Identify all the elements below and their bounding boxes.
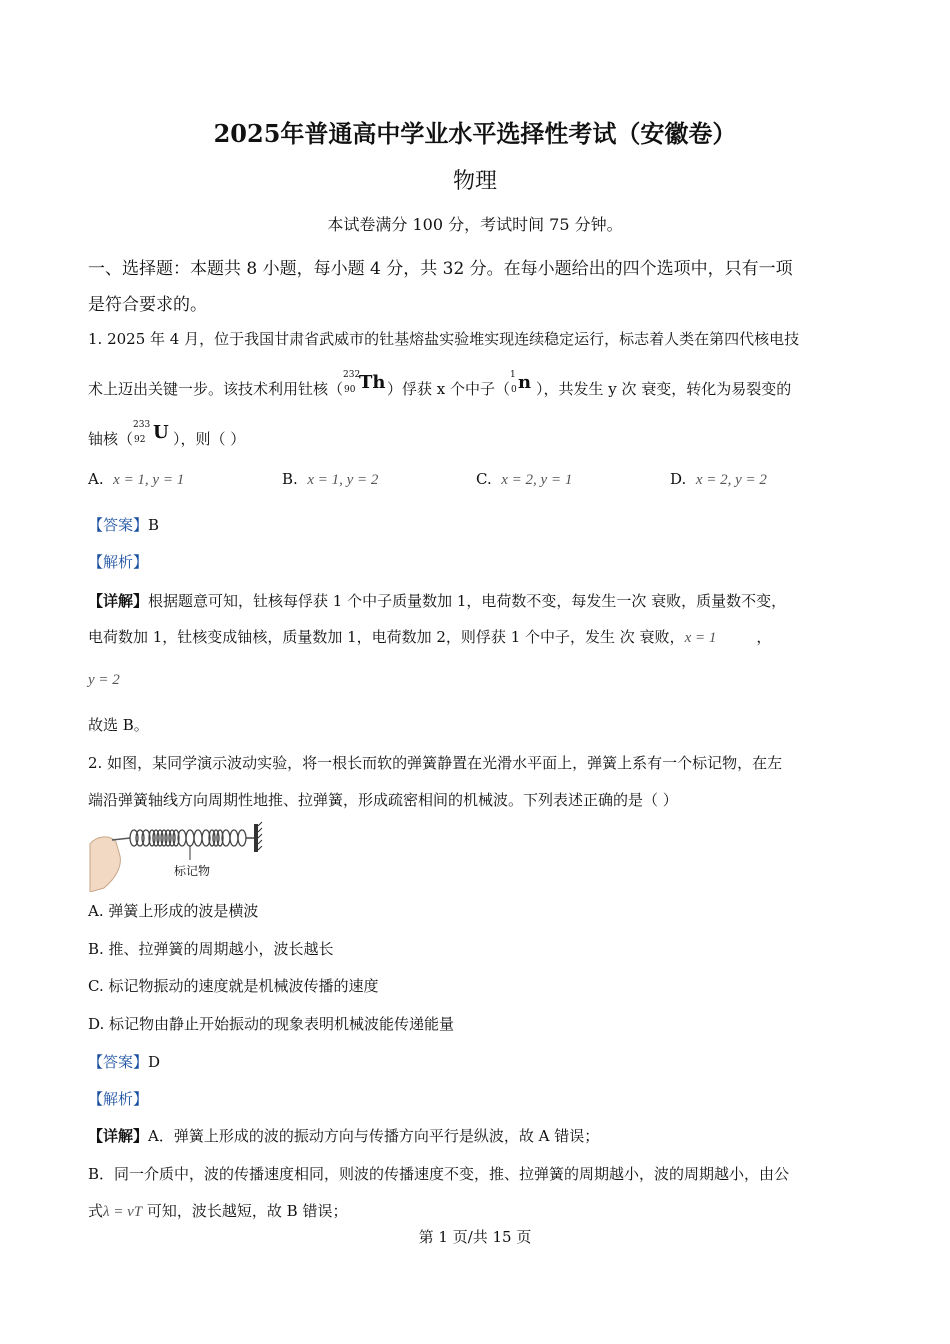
wall-hatching <box>258 822 262 850</box>
q1-option-b: B. x = 1, y = 2 <box>282 470 379 488</box>
q1-stem-line2: 术上迈出关键一步。该技术利用钍核（ 232 90 Th ）俘获 x 个中子（ 1 0 n ），共发生 y 次 衰变，转化为易裂变的 <box>88 370 792 398</box>
q2-option-c: C. 标记物振动的速度就是机械波传播的速度 <box>88 977 379 995</box>
figure-label: 标记物 <box>174 864 211 878</box>
q1-detail-line1: 【详解】根据题意可知，钍核每俘获 1 个中子质量数加 1，电荷数不变，每发生一次 衰败，质量数不变， <box>88 592 787 610</box>
q1-detail-line3: y = 2 <box>88 672 120 688</box>
q2-stem-line1: 2. 如图，某同学演示波动实验，将一根长而软的弹簧静置在光滑水平面上，弹簧上系有一个标记物，在左 <box>88 754 783 772</box>
section-heading-line2: 是符合要求的。 <box>88 295 207 315</box>
spring-figure <box>86 816 266 892</box>
thorium-nuclide: 232 90 Th <box>343 370 386 395</box>
q2-analysis-tag: 【解析】 <box>88 1090 149 1108</box>
q2-stem-line2: 端沿弹簧轴线方向周期性地推、拉弹簧，形成疏密相间的机械波。下列表述正确的是（ ） <box>88 791 678 809</box>
q1-detail-line2: 电荷数加 1，钍核变成铀核，质量数加 1，电荷数加 2，则俘获 1 个中子，发生 次 衰败，x = 1 ， <box>88 628 772 646</box>
spring-coils <box>130 830 246 846</box>
q2-option-a: A. 弹簧上形成的波是横波 <box>88 902 259 920</box>
q1-answer: 【答案】B <box>88 516 160 534</box>
q1-stem-line3: 铀核（ 233 92 U ），则（ ） <box>88 420 246 448</box>
q2-detail-b-line1: B．同一介质中，波的传播速度相同，则波的传播速度不变，推、拉弹簧的周期越小，波的周期越小，由公 <box>88 1165 790 1183</box>
q2-option-d: D. 标记物由静止开始振动的现象表明机械波能传递能量 <box>88 1015 455 1033</box>
neutron-nuclide: 1 0 n <box>510 370 532 395</box>
q1-option-c: C. x = 2, y = 1 <box>476 470 573 488</box>
uranium-nuclide: 233 92 U <box>133 420 169 445</box>
page-title: 2025年普通高中学业水平选择性考试（安徽卷） <box>213 119 737 148</box>
section-heading-line1: 一、选择题：本题共 8 小题，每小题 4 分，共 32 分。在每小题给出的四个选项中，只有一项 <box>88 259 793 279</box>
q1-option-a: A. x = 1, y = 1 <box>88 470 185 488</box>
q1-analysis-tag: 【解析】 <box>88 553 149 571</box>
wall-icon <box>254 824 258 852</box>
spring-illustration <box>86 816 266 892</box>
q2-detail-a: 【详解】A．弹簧上形成的波的振动方向与传播方向平行是纵波，故 A 错误； <box>88 1127 600 1145</box>
subject-heading: 物理 <box>452 169 497 194</box>
exam-note: 本试卷满分 100 分，考试时间 75 分钟。 <box>327 215 623 234</box>
q2-detail-b-line2: 式λ = vT 可知，波长越短，故 B 错误； <box>88 1202 348 1220</box>
spring-lead <box>112 838 130 840</box>
q1-stem-line1: 1. 2025 年 4 月，位于我国甘肃省武威市的钍基熔盐实验堆实现连续稳定运行，标志着人类在第四代核电技 <box>88 330 800 348</box>
hand-shape <box>90 837 120 892</box>
q1-conclusion: 故选 B。 <box>88 716 149 734</box>
q1-option-d: D. x = 2, y = 2 <box>670 470 767 488</box>
q2-answer: 【答案】D <box>88 1053 161 1071</box>
q2-option-b: B. 推、拉弹簧的周期越小，波长越长 <box>88 940 334 958</box>
page-footer: 第 1 页/共 15 页 <box>418 1228 532 1246</box>
